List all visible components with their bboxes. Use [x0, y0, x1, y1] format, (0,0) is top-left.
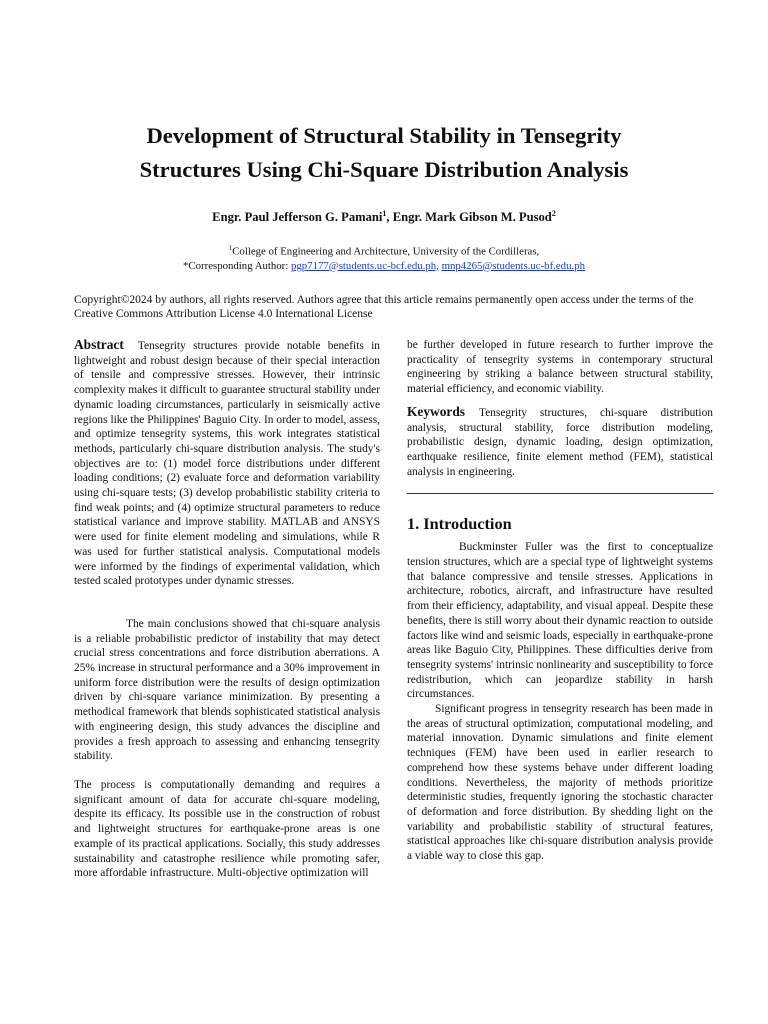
title-line-1: Development of Structural Stability in Tensegrity [146, 123, 622, 148]
abstract-heading: Abstract [74, 337, 124, 352]
affiliation-line [40, 241, 728, 259]
keywords-heading: Keywords [407, 403, 466, 419]
corresponding-label: *Corresponding Author: [183, 259, 291, 272]
section-divider [407, 493, 713, 494]
introduction-para-2: Significant progress in tensegrity research has been made in the areas of structural optimization, computational modeling, and material innovation. Dynamic simulations and finite element techniques (FEM) have been used in earlier research to comprehend how these systems behave under different loading conditions. Nevertheless, the majority of methods prioritize deterministic studies, frequently ignoring the stochastic character of deformation and force distribution. By shedding light on the variability and probabilistic stability of structural features, statistical approaches like chi-square distribution analysis provide a viable way to close this gap. [407, 703, 713, 863]
author-separator: , [386, 210, 393, 225]
paper-title [40, 119, 728, 187]
affiliation-block [40, 241, 728, 273]
title-line-2: Structures Using Chi-Square Distribution Analysis [139, 157, 629, 182]
author-list [40, 206, 728, 225]
author-2-affil-mark: 2 [551, 209, 556, 218]
left-column [74, 338, 380, 881]
author-1: Engr. Paul Jefferson G. Pamani [212, 210, 383, 225]
copyright-notice: Copyright©2024 by authors, all rights reserved. Authors agree that this article remains permanently open access under the terms of the Creative Commons Attribution License 4.0 International License [74, 294, 694, 320]
affiliation-mark: 1 [228, 244, 233, 252]
keywords-text: Tensegrity structures, chi-square distribution analysis, structural stability, force distribution modeling, probabilistic design, dynamic loading, design optimization, earthquake resilience, finite element method (FEM), statistical analysis in engineering. [407, 406, 713, 478]
corresponding-author-line [40, 259, 728, 273]
introduction-heading: 1. Introduction [407, 514, 512, 534]
keywords-block [407, 405, 713, 480]
author-2: Engr. Mark Gibson M. Pusod [392, 210, 552, 225]
email-link-2[interactable]: mnp4265@students.uc-bf.edu.ph [441, 259, 585, 272]
email-link-1[interactable]: pgp7177@students.uc-bcf.edu.ph, [290, 259, 439, 272]
abstract-para-3: The process is computationally demanding and requires a significant amount of data for accurate chi-square modeling, despite its efficacy. Its possible use in the construction of robust and lightweight structures for earthquake-prone areas is one example of its practical applications. Socially, this study addresses sustainability and catastrophe resilience while promoting safer, more affordable infrastructure. Multi-objective optimization will [74, 778, 380, 880]
introduction-para-1: Buckminster Fuller was the first to conceptualize tension structures, which are a special type of lightweight systems that balance compressive and tensile stresses. Applications in architecture, robotics, aircraft, and infrastructure have resulted from their efficiency, adaptability, and visual appeal. Despite these benefits, there is still worry about their dynamic reaction to outside factors like wind and seismic loads, especially in earthquake-prone areas like Baguio City, Philippines. These difficulties derive from tensegrity systems' intrinsic nonlinearity and susceptibility to force redistribution, which can jeopardize stability in harsh circumstances. [407, 541, 713, 701]
abstract-text-1: Tensegrity structures provide notable benefits in lightweight and robust design because of their special interaction of tensile and compressive stresses. However, their intrinsic complexity makes it difficult to guarantee structural stability under dynamic loading circumstances, particularly in seismically active regions like the Philippines' Baguio City. In order to model, assess, and optimize tensegrity systems, this work integrates statistical methods, particularly chi-square distribution analysis. The study's objectives are to: (1) model force distributions under different loading conditions; (2) evaluate force and deformation variability using chi-square tests; (3) develop probabilistic stability criteria to find weak points; and (4) optimize structural parameters to reduce statistical variance and improve stability. MATLAB and ANSYS were used for finite element modeling and simulations, while R was used for further statistical analysis. Computational models were informed by the findings of experimental validation, which tested scaled prototypes under dynamic stresses. [74, 340, 380, 588]
right-column [407, 338, 713, 864]
author-1-affil-mark: 1 [382, 209, 387, 218]
abstract-para-2: The main conclusions showed that chi-square analysis is a reliable probabilistic predictor of instability that may detect crucial stress concentrations and force distribution aberrations. A 25% increase in structural performance and a 30% improvement in uniform force distribution were the results of design optimization driven by chi-square variance minimization. By presenting a methodical framework that blends sophisticated statistical analysis with engineering design, this study advances the discipline and provides a fresh approach to assessing and enhancing tensegrity stability. [74, 617, 380, 763]
affiliation-text: College of Engineering and Architecture, University of the Cordilleras, [232, 245, 540, 258]
abstract-para-3-continued: be further developed in future research to further improve the practicality of tensegrity systems in contemporary structural engineering by striking a balance between structural stability, material efficiency, and economic viability. [407, 339, 713, 396]
abstract-para-1 [74, 338, 380, 589]
